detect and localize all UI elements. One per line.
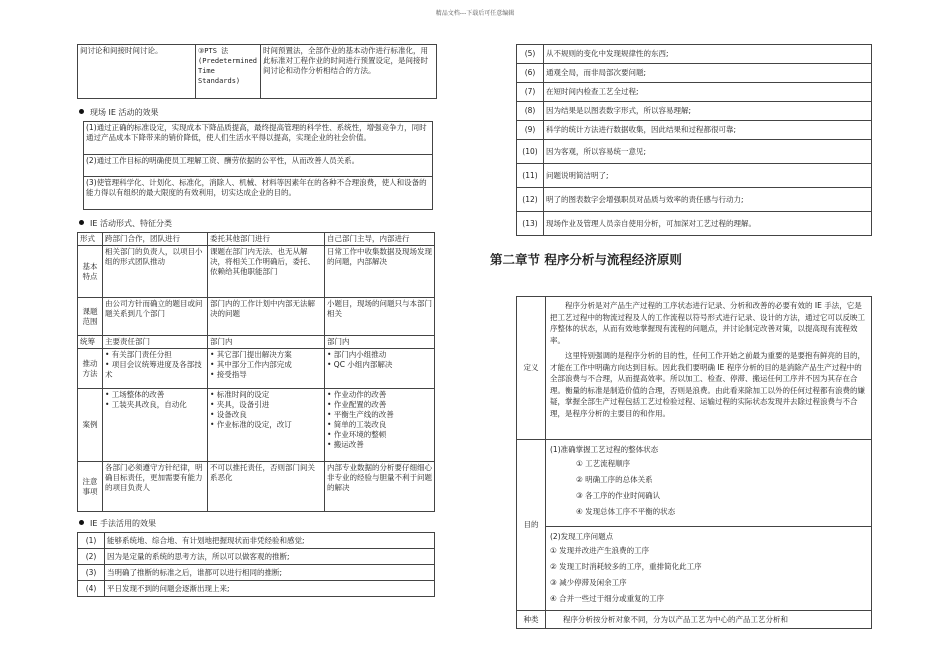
forms-cell: 由公司方针而确立的题目或问题关系到几个部门 <box>103 298 208 336</box>
item-number: (12) <box>517 188 544 212</box>
chapter-title: 第二章节 程序分析与流程经济原则 <box>490 252 682 267</box>
purpose-1-item: ③ 各工序的作业时间确认 <box>576 491 661 500</box>
forms-cell: • 作业动作的改善 • 作业配置的改善 • 平衡生产线的改善 • 简单的工装改良 • 作业环境的整顿 • 搬运改善 <box>325 389 435 462</box>
forms-header-2: 委托其他部门进行 <box>208 233 325 246</box>
purpose-1-item: ④ 发现总体工序不平衡的状态 <box>576 507 676 516</box>
forms-cell: 相关部门的负责人，以项目小组的形式团队推动 <box>103 246 208 298</box>
effects-table <box>83 121 433 210</box>
bullet-icon <box>79 520 84 525</box>
purpose-2-title: (2)发现工序问题点 <box>550 532 614 541</box>
item-number: (3) <box>78 565 105 581</box>
forms-table <box>77 232 435 512</box>
bullet-icon <box>79 109 84 114</box>
item-text: 通观全局，而非局部次要问题; <box>544 64 872 83</box>
purpose-2-item: ① 发现并改进产生浪费的工序 <box>550 546 650 555</box>
item-number: (6) <box>517 64 544 83</box>
item-text: 从不规则的变化中发现规律性的东西; <box>544 45 872 64</box>
forms-row-label: 注意事项 <box>78 462 103 512</box>
left-column <box>77 44 437 597</box>
method-effects-heading-text: IE 手法活用的效果 <box>90 519 156 528</box>
item-text: 因为结果是以图表数字形式，所以容易理解; <box>544 102 872 121</box>
forms-header-0: 形式 <box>78 233 103 246</box>
effects-heading-text: 现场 IE 活动的效果 <box>90 108 159 117</box>
item-number: (9) <box>517 121 544 140</box>
item-number: (11) <box>517 164 544 188</box>
chapter2-table <box>516 296 872 629</box>
item-text: 在短时间内检查工艺全过程; <box>544 83 872 102</box>
item-text: 能够系统地、综合地、有计划地把握现状而非凭经验和感觉; <box>105 533 435 549</box>
method-effects-right-table <box>516 44 872 236</box>
item-number: (7) <box>517 83 544 102</box>
item-number: (4) <box>78 581 105 597</box>
item-number: (13) <box>517 212 544 236</box>
forms-cell: • 标准时间的设定 • 夹具，设备引进 • 设备改良 • 作业标准的设定，改订 <box>208 389 325 462</box>
item-text: 因为客观，所以容易统一意见; <box>544 140 872 164</box>
forms-cell: • 其它部门提出解决方案 • 其中部分工作内部完成 • 接受指导 <box>208 349 325 389</box>
forms-heading <box>77 218 437 230</box>
item-text: 当明确了推断的标准之后，谁都可以进行相同的推断; <box>105 565 435 581</box>
kinds-text: 程序分析按分析对象不同，分为以产品工艺为中心的产品工艺分析和 <box>546 611 872 629</box>
item-text: 现场作业及管理人员亲自使用分析，可加深对工艺过程的理解。 <box>544 212 872 236</box>
item-text: 科学的统计方法进行数据收集，因此结果和过程都很可靠; <box>544 121 872 140</box>
item-number: (5) <box>517 45 544 64</box>
item-number: (2) <box>78 549 105 565</box>
forms-cell: 各部门必须遵守方针纪律，明确目标责任，更加需要有能力的项目负责人 <box>103 462 208 512</box>
definition-label: 定义 <box>517 297 546 440</box>
top-table-cell-2: ③PTS 法(Predetermined Time Standards) <box>196 45 261 99</box>
forms-heading-text: IE 活动形式、特征分类 <box>90 219 172 228</box>
item-number: (1) <box>78 533 105 549</box>
forms-cell: • 工场整体的改善 • 工装夹具改良，自动化 <box>103 389 208 462</box>
definition-paragraph-2: 这里特别强调的是程序分析的目的性，任何工作开始之前最为重要的是要抱有鲜亮的目的，才能在工作中明确方向达到目标。因此我们要明确 IE 程序分析的目的是消除产品生产过程中的全部浪费与不合理，从而提高效率。所以加工、检查、停滞、搬运任何工序并不因为其存在合理。衡量的标准是制造价值的合理，否则是浪费。由此看来除加工以外的任何过程都有浪费的嫌疑，掌握全部生产过程包括工艺过检验过程、运输过程的实际状态发现并去除过程浪费与不合理，是程序分析的主要目的和作用。 <box>550 351 865 418</box>
forms-cell: 内部专业数据的分析要仔细细心非专业的经验与胆量不利于问题的解决 <box>325 462 435 512</box>
forms-cell: 部门内 <box>325 336 435 349</box>
effects-heading <box>77 107 437 119</box>
item-text: 因为是定量的系统的思考方法，所以可以做客观的推断; <box>105 549 435 565</box>
effects-item-1: (1)通过正确的标准设定，实现成本下降品质提高，最终提高管理的科学性、系统性，增强竞争力，同时通过产品成本下降带来的销价降低，使人们生活水平得以提高，实现企业的社会价值。 <box>84 122 433 155</box>
item-text: 明了的图表数字会增强职员对品质与效率的责任感与行动力; <box>544 188 872 212</box>
purpose-1-title: (1)准确掌握工艺过程的整体状态 <box>550 445 659 454</box>
item-number: (10) <box>517 140 544 164</box>
forms-cell: 不可以推托责任，否则部门间关系恶化 <box>208 462 325 512</box>
purpose-2-item: ④ 合并一些过于细分或重复的工序 <box>550 594 665 603</box>
page-header: 精品文档---下载后可任意编辑 <box>435 10 515 17</box>
forms-cell: 主要责任部门 <box>103 336 208 349</box>
forms-cell: • 有关部门责任分担 • 项目会议统筹进度及各部技术 <box>103 349 208 389</box>
kinds-label: 种类 <box>517 611 546 629</box>
item-number: (8) <box>517 102 544 121</box>
forms-row-label: 案例 <box>78 389 103 462</box>
forms-row-label: 课题范围 <box>78 298 103 336</box>
definition-paragraph-1: 程序分析是对产品生产过程的工序状态进行记录、分析和改善的必要有效的 IE 手法，它是把工艺过程中的物流过程及人的工作流程以符号形式进行记录、设计的方法，通过它可以反映工序整体的状态，从而有效地掌握现有流程的问题点，并讨论制定改善对策，以提高现有流程效率。 <box>550 301 865 345</box>
forms-cell: 小题目，现场的问题只与本部门相关 <box>325 298 435 336</box>
top-table <box>77 44 437 99</box>
top-table-cell-1: 间讨论和间接时间讨论。 <box>78 45 196 99</box>
forms-cell: 部门内 <box>208 336 325 349</box>
forms-cell: • 部门内小组推动 • QC 小组内部解决 <box>325 349 435 389</box>
forms-header-3: 自己部门主导，内部进行 <box>325 233 435 246</box>
bullet-icon <box>79 220 84 225</box>
purpose-1-item: ② 明确工序的总体关系 <box>576 475 653 484</box>
forms-row-label: 统筹 <box>78 336 103 349</box>
item-text: 平日发现不到的问题会逐渐出现上来; <box>105 581 435 597</box>
method-effects-heading <box>77 518 437 530</box>
forms-cell: 课题在部门内无法、也无从解决，将相关工作明确后，委托、依赖给其他职能部门 <box>208 246 325 298</box>
purpose-2-item: ③ 减少停滞及闲余工序 <box>550 578 627 587</box>
forms-row-label: 推动方法 <box>78 349 103 389</box>
effects-item-2: (2)通过工作目标的明确使员工理解工资、酬劳依据的公平性，从而改善人员关系。 <box>84 155 433 177</box>
forms-cell: 部门内的工作计划中内部无法解决的问题 <box>208 298 325 336</box>
forms-cell: 日常工作中收集数据及现场发现的问题，内部解决 <box>325 246 435 298</box>
effects-item-3: (3)使管理科学化、计划化、标准化，消除人、机械、材料等因素年在的各种不合理浪费，使人和设备的能力得以有组织的最大限度的有效利用，切实达成企业的目的。 <box>84 177 433 210</box>
forms-row-label: 基本特点 <box>78 246 103 298</box>
purpose-1-item: ① 工艺流程顺序 <box>576 459 631 468</box>
forms-header-1: 跨部门合作，团队进行 <box>103 233 208 246</box>
right-column <box>490 44 872 629</box>
method-effects-left-table <box>77 532 435 597</box>
purpose-2-item: ② 发现工时消耗较多的工序，重排简化此工序 <box>550 562 702 571</box>
item-text: 问题说明简洁明了; <box>544 164 872 188</box>
purpose-label: 目的 <box>517 440 546 611</box>
top-table-cell-3: 时间预置法，全部作业的基本动作进行标准化，用此标准对工程作业的时间进行预置设定，是间接时间讨论和动作分析相结合的方法。 <box>261 45 437 99</box>
